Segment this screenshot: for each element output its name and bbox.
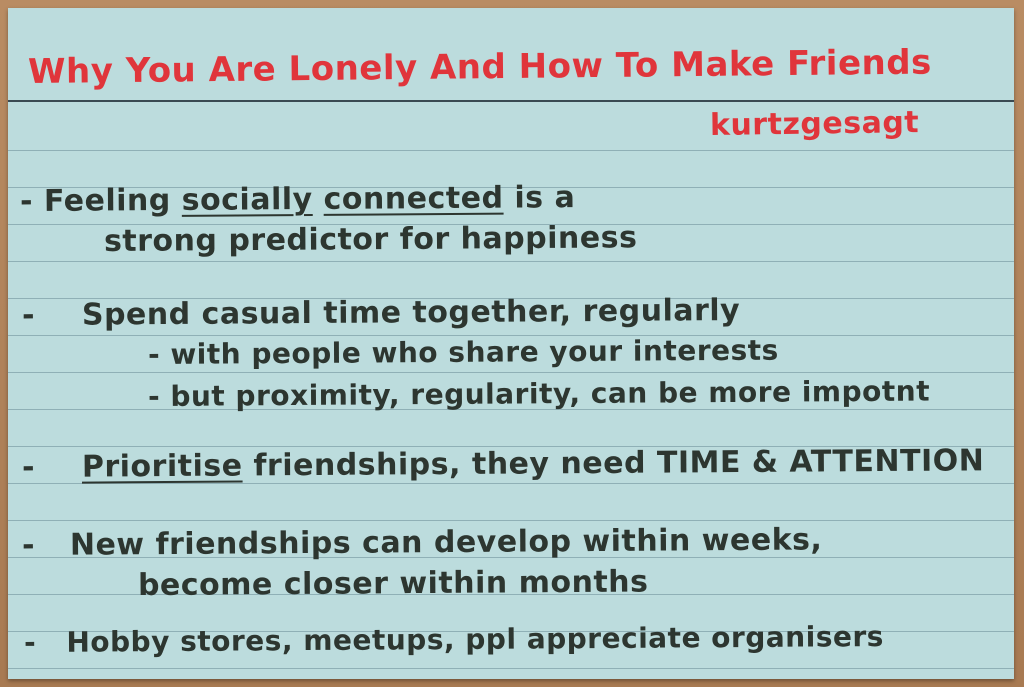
note-4-continuation: become closer within months — [137, 564, 649, 603]
note-1-continuation: strong predictor for happiness — [103, 220, 638, 259]
note-3-text: friendships, they need — [242, 445, 658, 484]
note-2-subpoint-1-text: with people who share your interests — [170, 333, 779, 371]
note-1-underlined-socially: socially — [181, 181, 313, 218]
note-3 — [22, 443, 985, 485]
note-2-subpoint-2-bullet: - — [147, 379, 161, 413]
note-1-text-b — [313, 182, 324, 217]
note-4 — [22, 522, 823, 563]
note-2-bullet: - — [21, 297, 36, 333]
index-card — [8, 8, 1014, 679]
note-1-text-c: is a — [503, 180, 576, 216]
note-5-bullet: - — [23, 625, 37, 659]
header-rule — [8, 100, 1014, 102]
note-1-text-a: Feeling — [43, 182, 182, 219]
note-1-bullet: - — [19, 183, 34, 219]
card-subtitle: kurtzgesagt — [709, 105, 920, 143]
note-3-underlined-prioritise: Prioritise — [81, 448, 243, 485]
note-3-caps: TIME & ATTENTION — [656, 443, 985, 481]
note-3-bullet: - — [21, 449, 36, 485]
note-4-bullet: - — [21, 527, 36, 563]
note-2-subpoint-2 — [148, 375, 930, 413]
note-1 — [20, 180, 576, 219]
card-title: Why You Are Lonely And How To Make Friends — [27, 42, 933, 92]
note-2-subpoint-1 — [148, 334, 779, 371]
note-2 — [22, 293, 740, 333]
note-5 — [24, 620, 884, 659]
note-2-subpoint-1-bullet: - — [147, 337, 161, 371]
note-4-text: New friendships can develop within weeks, — [69, 522, 823, 563]
note-2-text: Spend casual time together, regularly — [81, 292, 741, 333]
note-1-underlined-connected: connected — [323, 180, 504, 217]
note-5-text: Hobby stores, meetups, ppl appreciate organisers — [66, 619, 885, 659]
note-2-subpoint-2-text: but proximity, regularity, can be more impotnt — [170, 374, 931, 413]
